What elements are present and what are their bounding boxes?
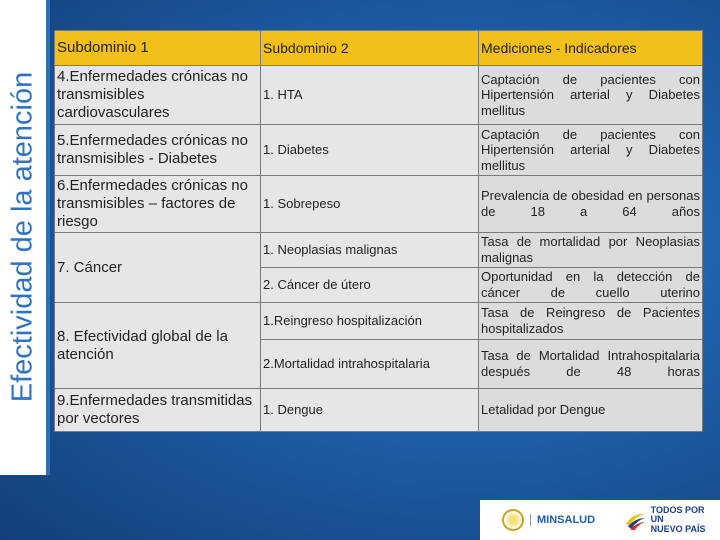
table-row — [55, 66, 703, 125]
row-indicator: Letalidad por Dengue — [479, 389, 703, 432]
row-indicator: Captación de pacientes con Hipertensión arterial y Diabetes mellitus — [479, 125, 703, 176]
table-row — [55, 125, 703, 176]
row-subdominio-2: 1.Reingreso hospitalización — [261, 303, 479, 340]
government-logo — [624, 503, 716, 537]
coat-of-arms-icon — [502, 509, 524, 531]
minsalud-label: MINSALUD — [530, 514, 595, 526]
row-subdominio-2: 2.Mortalidad intrahospitalaria — [261, 340, 479, 389]
side-accent-bar — [46, 0, 50, 475]
slogan-line-1: TODOS POR UN — [650, 504, 705, 525]
row-indicator: Tasa de Mortalidad Intrahospitalaria después de 48 horas — [479, 340, 703, 389]
side-title-panel — [0, 0, 46, 475]
table-row — [55, 303, 703, 340]
table-row — [55, 389, 703, 432]
row-subdominio-1: 5.Enfermedades crónicas no transmisibles - Diabetes — [55, 125, 261, 176]
row-subdominio-1: 9.Enfermedades transmitidas por vectores — [55, 389, 261, 432]
row-subdominio-2: 1. Neoplasias malignas — [261, 233, 479, 268]
row-subdominio-2: 1. Sobrepeso — [261, 176, 479, 233]
row-subdominio-2: 1. HTA — [261, 66, 479, 125]
row-subdominio-2: 2. Cáncer de útero — [261, 268, 479, 303]
row-subdominio-1: 6.Enfermedades crónicas no transmisibles – factores de riesgo — [55, 176, 261, 233]
header-mediciones: Mediciones - Indicadores — [479, 31, 703, 66]
government-slogan — [651, 506, 716, 534]
table-header-row — [55, 31, 703, 66]
table-row — [55, 176, 703, 233]
footer-logo-bar — [480, 500, 720, 540]
slogan-line-2: NUEVO PAÍS — [650, 523, 706, 534]
row-indicator: Tasa de mortalidad por Neoplasias malignas — [479, 233, 703, 268]
row-indicator: Oportunidad en la detección de cáncer de cuello uterino — [479, 268, 703, 303]
header-subdominio-1: Subdominio 1 — [55, 31, 261, 66]
swoosh-icon — [624, 508, 647, 532]
row-indicator: Prevalencia de obesidad en personas de 18 a 64 años — [479, 176, 703, 233]
row-indicator: Tasa de Reingreso de Pacientes hospitalizados — [479, 303, 703, 340]
row-subdominio-1: 7. Cáncer — [55, 233, 261, 303]
side-title: Efectividad de la atención — [6, 71, 39, 403]
row-subdominio-1: 4.Enfermedades crónicas no transmisibles cardiovasculares — [55, 66, 261, 125]
table-row — [55, 233, 703, 268]
indicators-table — [54, 30, 703, 432]
row-subdominio-1: 8. Efectividad global de la atención — [55, 303, 261, 389]
row-subdominio-2: 1. Dengue — [261, 389, 479, 432]
row-subdominio-2: 1. Diabetes — [261, 125, 479, 176]
minsalud-logo — [502, 506, 612, 534]
header-subdominio-2: Subdominio 2 — [261, 31, 479, 66]
row-indicator: Captación de pacientes con Hipertensión arterial y Diabetes mellitus — [479, 66, 703, 125]
